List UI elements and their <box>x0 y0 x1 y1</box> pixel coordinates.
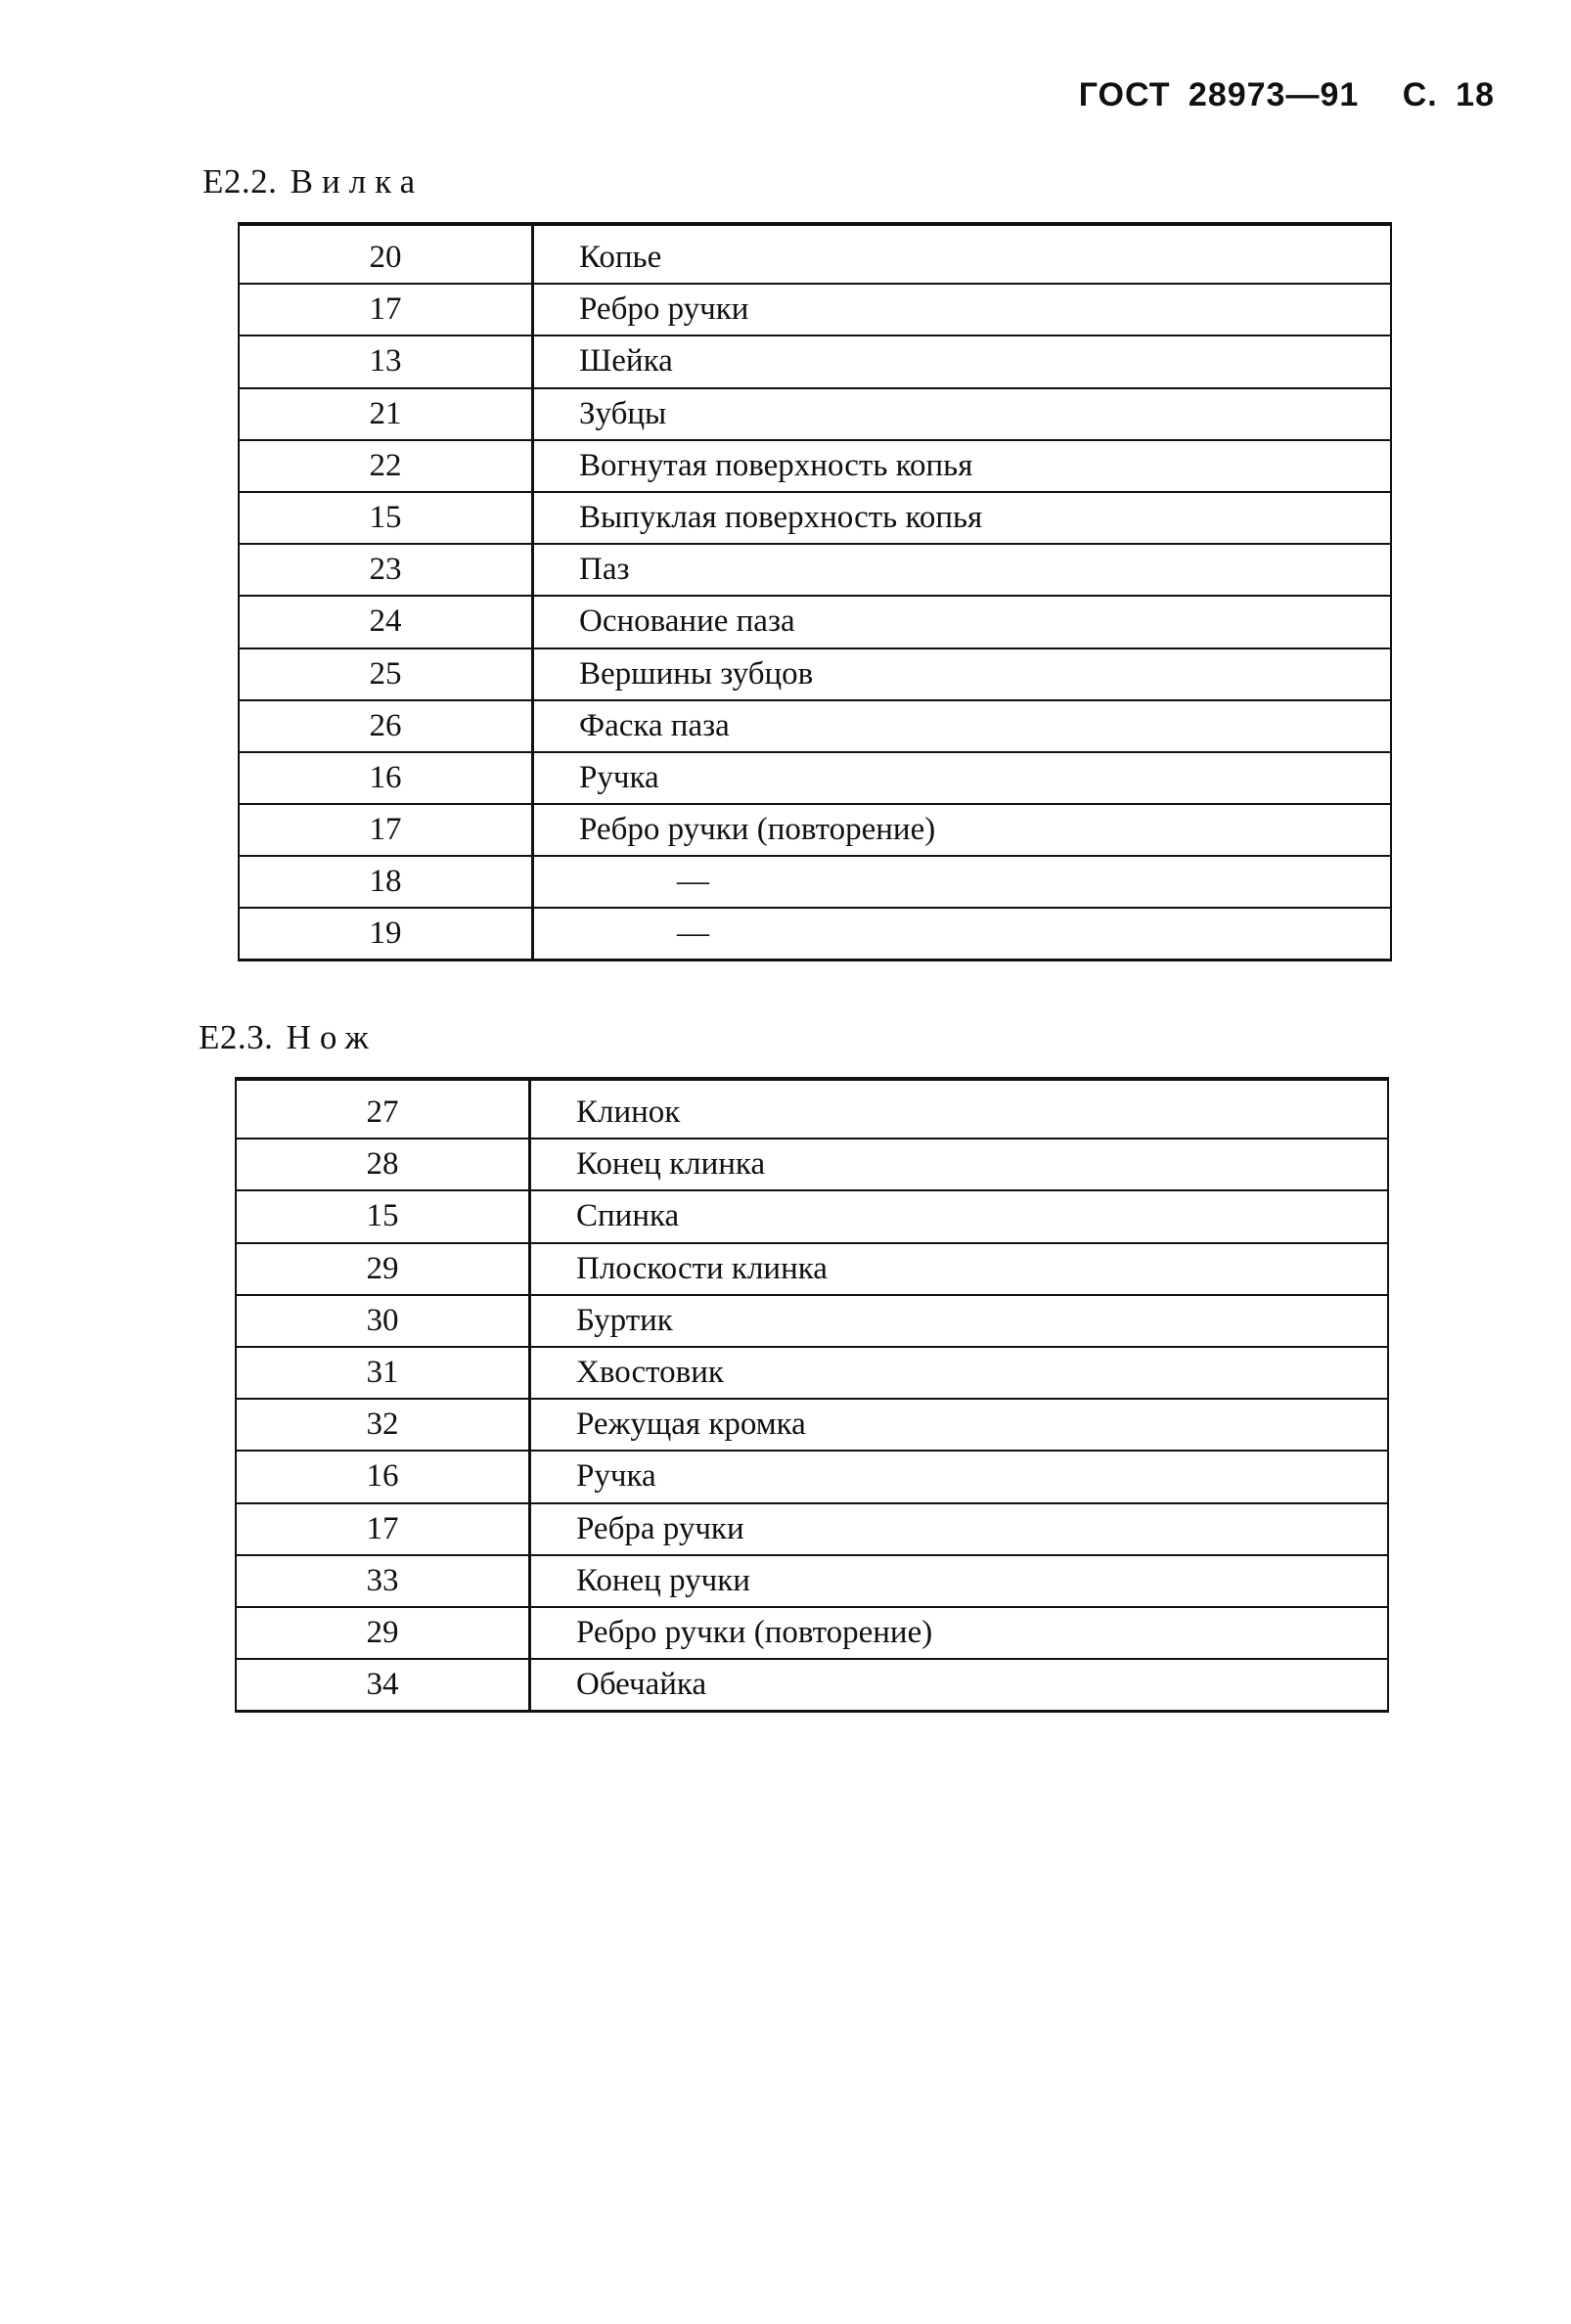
part-name: Обечайка <box>530 1659 1389 1711</box>
part-name: Ребра ручки <box>530 1503 1389 1555</box>
page-number: С. 18 <box>1402 76 1495 113</box>
part-number: 20 <box>239 232 533 284</box>
part-number: 27 <box>236 1087 530 1139</box>
part-name: Паз <box>533 544 1392 596</box>
part-name: Конец ручки <box>530 1555 1389 1607</box>
fork-parts-table <box>238 222 1392 961</box>
part-number: 22 <box>239 440 533 492</box>
section-name: Нож <box>286 1018 378 1056</box>
part-name: Ребро ручки (повторение) <box>530 1607 1389 1659</box>
section-name: Вилка <box>290 162 425 201</box>
part-name: — <box>533 908 1392 960</box>
part-name: Ребро ручки (повторение) <box>533 804 1392 856</box>
part-number: 25 <box>239 648 533 700</box>
part-number: 17 <box>239 804 533 856</box>
table-row <box>236 1190 1388 1242</box>
part-number: 23 <box>239 544 533 596</box>
part-name: Вогнутая поверхность копья <box>533 440 1392 492</box>
part-name: Ребро ручки <box>533 284 1392 335</box>
part-number: 16 <box>239 752 533 804</box>
section-number: Е2.2. <box>202 162 278 201</box>
table-row <box>236 1087 1388 1139</box>
table-row <box>239 284 1391 335</box>
part-number: 32 <box>236 1399 530 1451</box>
part-number: 18 <box>239 856 533 908</box>
part-number: 26 <box>239 700 533 752</box>
part-number: 13 <box>239 335 533 387</box>
table-row <box>236 1139 1388 1190</box>
part-number: 30 <box>236 1295 530 1347</box>
table-row <box>239 908 1391 960</box>
part-number: 19 <box>239 908 533 960</box>
table-row <box>239 440 1391 492</box>
section-number: Е2.3. <box>199 1018 274 1056</box>
part-number: 17 <box>236 1503 530 1555</box>
part-number: 15 <box>239 492 533 544</box>
part-name: Ручка <box>533 752 1392 804</box>
part-number: 17 <box>239 284 533 335</box>
part-name: Фаска паза <box>533 700 1392 752</box>
part-number: 15 <box>236 1190 530 1242</box>
table-row <box>239 804 1391 856</box>
table-row <box>239 596 1391 648</box>
part-name: Режущая кромка <box>530 1399 1389 1451</box>
section-title-knife <box>199 1018 378 1057</box>
part-name: Зубцы <box>533 388 1392 440</box>
standard-designation: ГОСТ 28973—91 <box>1078 76 1360 113</box>
part-name: Шейка <box>533 335 1392 387</box>
part-name: Вершины зубцов <box>533 648 1392 700</box>
part-number: 34 <box>236 1659 530 1711</box>
part-name: Спинка <box>530 1190 1389 1242</box>
part-name: Буртик <box>530 1295 1389 1347</box>
part-number: 24 <box>239 596 533 648</box>
table-row <box>239 752 1391 804</box>
table-row <box>236 1451 1388 1502</box>
part-number: 29 <box>236 1243 530 1295</box>
table-row <box>236 1347 1388 1399</box>
table-row <box>239 232 1391 284</box>
table-row <box>239 648 1391 700</box>
part-name: Клинок <box>530 1087 1389 1139</box>
part-number: 16 <box>236 1451 530 1502</box>
part-number: 31 <box>236 1347 530 1399</box>
page-header <box>1079 76 1495 114</box>
table-row <box>239 335 1391 387</box>
part-number: 21 <box>239 388 533 440</box>
table-row <box>239 700 1391 752</box>
table-row <box>236 1243 1388 1295</box>
table-row <box>236 1607 1388 1659</box>
part-name: — <box>533 856 1392 908</box>
part-name: Основание паза <box>533 596 1392 648</box>
table-row <box>239 544 1391 596</box>
table-row <box>239 388 1391 440</box>
table-row <box>236 1503 1388 1555</box>
part-name: Ручка <box>530 1451 1389 1502</box>
table-row <box>236 1399 1388 1451</box>
part-number: 33 <box>236 1555 530 1607</box>
table-row <box>239 492 1391 544</box>
section-title-fork <box>202 162 424 201</box>
part-name: Хвостовик <box>530 1347 1389 1399</box>
table-row <box>236 1295 1388 1347</box>
table-row <box>239 856 1391 908</box>
part-name: Плоскости клинка <box>530 1243 1389 1295</box>
table-row <box>236 1659 1388 1711</box>
knife-parts-table <box>235 1077 1389 1713</box>
table-row <box>236 1555 1388 1607</box>
part-number: 29 <box>236 1607 530 1659</box>
part-name: Конец клинка <box>530 1139 1389 1190</box>
part-name: Копье <box>533 232 1392 284</box>
part-number: 28 <box>236 1139 530 1190</box>
part-name: Выпуклая поверхность копья <box>533 492 1392 544</box>
